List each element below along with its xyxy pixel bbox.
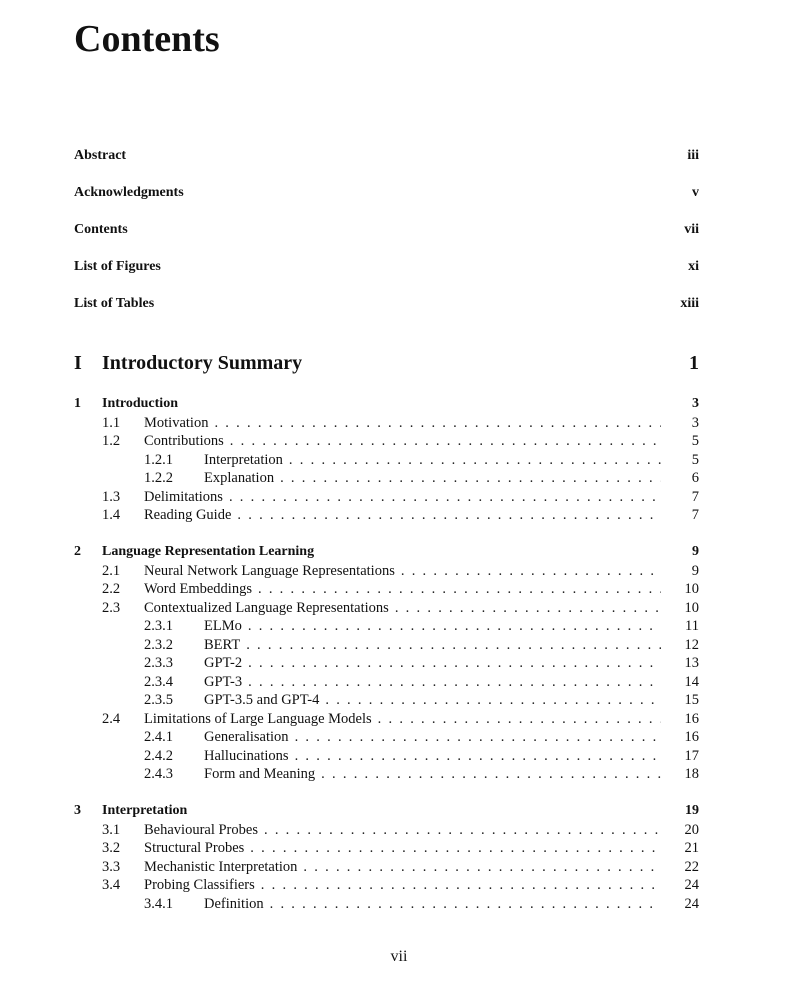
entry-page: 3 [691, 414, 699, 431]
entry-page: 5 [691, 451, 699, 468]
toc-subsection-entry[interactable] [74, 896, 699, 915]
toc-chapter-heading[interactable] [74, 544, 699, 563]
dot-leader [248, 655, 661, 672]
entry-title: Form and Meaning [204, 766, 316, 782]
entry-page: 18 [684, 766, 699, 782]
entry-number: 1.2.1 [144, 451, 173, 468]
entry-page: 7 [691, 488, 699, 505]
entry-number: 3.2 [102, 840, 121, 856]
toc-section-entry[interactable] [74, 581, 699, 600]
entry-title: Reading Guide [144, 507, 232, 523]
entry-number: 2.3.3 [144, 655, 173, 671]
entry-number: 2.3 [102, 599, 121, 616]
entry-title: BERT [204, 636, 241, 653]
dot-leader [237, 507, 661, 524]
entry-number: 1.4 [102, 507, 121, 523]
toc-subsection-entry[interactable] [74, 452, 699, 471]
entry-title: Probing Classifiers [144, 877, 255, 893]
entry-title: GPT-3 [204, 673, 243, 690]
toc-front-item[interactable] [74, 259, 699, 296]
entry-number: 3.3 [102, 858, 121, 875]
chapter-title: Language Representation Learning [102, 544, 315, 559]
chapter-page: 9 [692, 544, 699, 559]
entry-number: 2.4 [102, 710, 121, 727]
entry-title: ELMo [204, 618, 242, 634]
entry-page: 6 [691, 470, 699, 486]
entry-number: 3.4.1 [144, 895, 173, 912]
toc-subsection-entry[interactable] [74, 637, 699, 656]
toc-section-entry[interactable] [74, 507, 699, 526]
entry-title: Mechanistic Interpretation [144, 858, 298, 875]
dot-leader [289, 452, 661, 469]
dot-leader [295, 748, 661, 765]
toc-section-entry[interactable] [74, 415, 699, 434]
page-title: Contents [74, 18, 220, 60]
dot-leader [401, 563, 661, 580]
dot-leader [248, 618, 661, 635]
entry-page: 10 [684, 599, 699, 616]
toc-part-heading[interactable] [74, 352, 699, 375]
entry-title: Contextualized Language Representations [144, 599, 389, 616]
dot-leader [214, 415, 661, 432]
entry-number: 2.4.3 [144, 766, 173, 782]
dot-leader [230, 433, 661, 450]
part-page: 1 [689, 352, 699, 374]
toc-section-entry[interactable] [74, 859, 699, 878]
toc-front-item[interactable] [74, 296, 699, 333]
entry-number: 3.4 [102, 877, 121, 893]
entry-page: 15 [684, 692, 699, 708]
entry-page: 11 [685, 618, 699, 634]
dot-leader [248, 674, 661, 691]
toc-front-item[interactable] [74, 222, 699, 259]
chapter-title: Interpretation [102, 803, 188, 818]
toc-subsection-entry[interactable] [74, 655, 699, 674]
entry-page: 24 [684, 877, 699, 893]
front-matter-list [74, 148, 699, 333]
entry-page: 24 [684, 895, 699, 912]
dot-leader [258, 581, 661, 598]
toc-section-entry[interactable] [74, 840, 699, 859]
entry-title: GPT-3.5 and GPT-4 [204, 692, 320, 708]
entry-number: 1.1 [102, 414, 121, 431]
entry-page: 16 [684, 710, 699, 727]
toc-item-label: Contents [74, 222, 128, 237]
toc-section-entry[interactable] [74, 711, 699, 730]
dot-leader [325, 692, 661, 709]
page-number: vii [390, 948, 408, 965]
dot-leader [250, 840, 661, 857]
toc-item-page: iii [687, 148, 699, 163]
chapter-title: Introduction [102, 396, 178, 411]
entry-page: 13 [684, 655, 699, 671]
entry-title: Contributions [144, 433, 224, 449]
dot-leader [229, 489, 661, 506]
toc-subsection-entry[interactable] [74, 618, 699, 637]
entry-title: Structural Probes [144, 840, 245, 856]
entry-title: GPT-2 [204, 655, 243, 671]
entry-title: Explanation [204, 470, 275, 486]
entry-title: Definition [204, 895, 264, 912]
toc-item-page: vii [684, 222, 699, 237]
chapter-page: 3 [692, 396, 699, 411]
entry-title: Interpretation [204, 451, 283, 468]
entry-page: 9 [691, 562, 699, 579]
dot-leader [280, 470, 661, 487]
entry-number: 2.4.2 [144, 747, 173, 764]
toc-item-label: List of Tables [74, 296, 155, 311]
dot-leader [395, 600, 661, 617]
toc-subsection-entry[interactable] [74, 674, 699, 693]
dot-leader [321, 766, 661, 783]
entry-page: 20 [684, 821, 699, 838]
toc-item-label: List of Figures [74, 259, 161, 274]
toc-section-entry[interactable] [74, 563, 699, 582]
toc-subsection-entry[interactable] [74, 729, 699, 748]
toc-subsection-entry[interactable] [74, 748, 699, 767]
entry-number: 2.3.4 [144, 673, 173, 690]
chapter-page: 19 [685, 803, 699, 818]
entry-title: Word Embeddings [144, 581, 252, 597]
entry-page: 22 [684, 858, 699, 875]
toc-chapter-heading[interactable] [74, 396, 699, 415]
entry-page: 14 [684, 673, 699, 690]
entry-title: Generalisation [204, 729, 289, 745]
part-title: Introductory Summary [102, 352, 303, 374]
entry-page: 5 [691, 433, 699, 449]
entry-number: 2.2 [102, 581, 121, 597]
dot-leader [264, 822, 661, 839]
chapter-number: 3 [74, 803, 81, 818]
toc-item-label: Abstract [74, 148, 127, 163]
toc-chapter-heading[interactable] [74, 803, 699, 822]
toc-front-item[interactable] [74, 148, 699, 185]
entry-title: Behavioural Probes [144, 821, 258, 838]
chapter-number: 2 [74, 544, 81, 559]
toc-subsection-entry[interactable] [74, 470, 699, 489]
toc-section-entry[interactable] [74, 433, 699, 452]
toc-item-page: xi [688, 259, 699, 274]
entry-title: Delimitations [144, 488, 223, 505]
dot-leader [303, 859, 661, 876]
chapter-block [74, 544, 699, 785]
entry-number: 2.3.5 [144, 692, 173, 708]
entry-page: 12 [684, 636, 699, 653]
entry-title: Neural Network Language Representations [144, 562, 395, 579]
toc-subsection-entry[interactable] [74, 766, 699, 785]
toc-item-label: Acknowledgments [74, 185, 184, 200]
entry-number: 1.3 [102, 488, 121, 505]
toc-front-item[interactable] [74, 185, 699, 222]
entry-page: 16 [684, 729, 699, 745]
toc-item-page: xiii [680, 296, 699, 311]
toc-section-entry[interactable] [74, 600, 699, 619]
toc-section-entry[interactable] [74, 489, 699, 508]
entry-page: 10 [684, 581, 699, 597]
entry-title: Hallucinations [204, 747, 289, 764]
entry-page: 7 [691, 507, 699, 523]
dot-leader [270, 896, 661, 913]
entry-title: Limitations of Large Language Models [144, 710, 372, 727]
dot-leader [246, 637, 661, 654]
toc-subsection-entry[interactable] [74, 692, 699, 711]
entry-number: 3.1 [102, 821, 121, 838]
entry-number: 2.4.1 [144, 729, 173, 745]
entry-number: 2.1 [102, 562, 121, 579]
chapter-block [74, 396, 699, 526]
entry-page: 17 [684, 747, 699, 764]
toc-section-entry[interactable] [74, 822, 699, 841]
entry-number: 1.2 [102, 433, 121, 449]
chapter-block [74, 803, 699, 914]
entry-number: 1.2.2 [144, 470, 173, 486]
entry-number: 2.3.2 [144, 636, 173, 653]
entry-title: Motivation [144, 414, 209, 431]
dot-leader [295, 729, 661, 746]
toc-section-entry[interactable] [74, 877, 699, 896]
entry-page: 21 [684, 840, 699, 856]
chapter-number: 1 [74, 396, 81, 411]
part-number: I [74, 352, 82, 374]
entry-number: 2.3.1 [144, 618, 173, 634]
toc-item-page: v [692, 185, 699, 200]
dot-leader [378, 711, 661, 728]
chapter-list [74, 396, 699, 933]
dot-leader [261, 877, 661, 894]
